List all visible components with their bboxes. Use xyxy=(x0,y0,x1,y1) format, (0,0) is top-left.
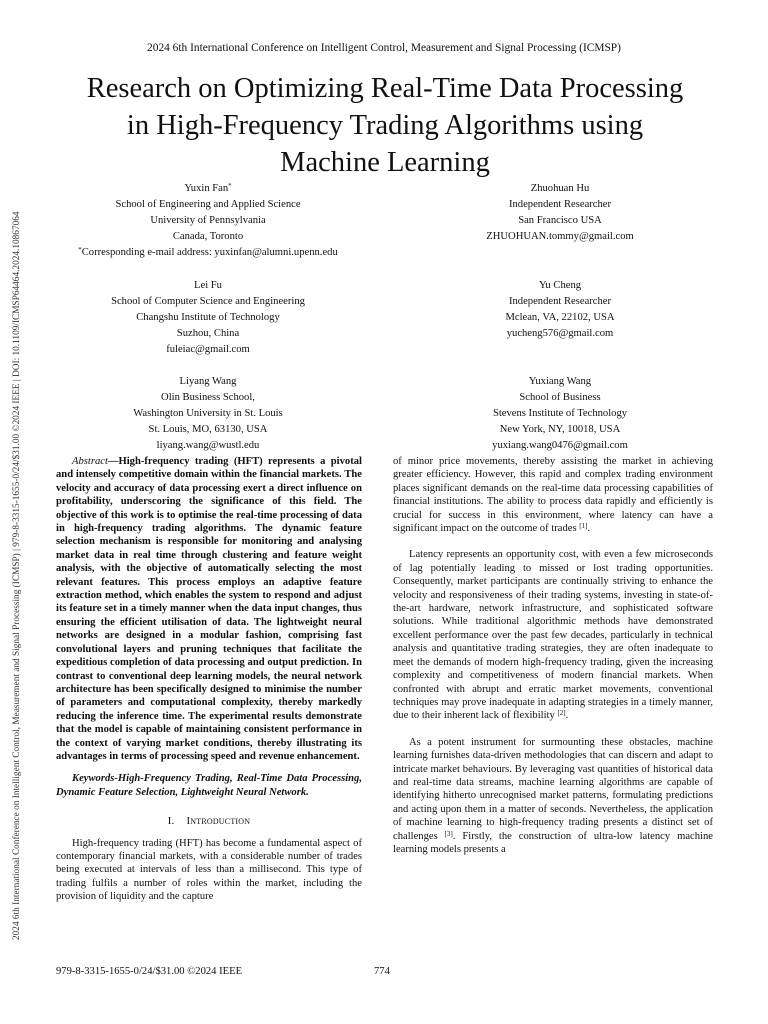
author-location: San Francisco USA xyxy=(518,215,602,226)
author-affiliation: School of Computer Science and Engineering xyxy=(111,296,305,307)
paper-title xyxy=(40,70,730,181)
body-paragraph xyxy=(393,455,713,535)
author-name: Yu Cheng xyxy=(538,280,582,291)
abstract-lead: Abstract xyxy=(72,456,108,467)
section-number: I. xyxy=(167,815,175,828)
left-column xyxy=(56,455,362,904)
author-location: Suzhou, China xyxy=(176,328,240,339)
author-name: Yuxin Fan xyxy=(184,183,229,194)
paragraph-text: As a potent instrument for surmounting these obstacles, machine learning furnishes data-driven methodologies that can discern and adapt to intricate market behaviours. By leveraging vast quantities of historical data and real-time data streams, machine learning algorithms are capable of identifying hitherto unrecognised market patterns, formulating predictions and acting upon them in a matter of seconds. Nevertheless, the application of machine learning to high-frequency trading presents a distinct set of challenges xyxy=(393,736,713,842)
right-column xyxy=(393,455,713,856)
author-email: fuleiac@gmail.com xyxy=(166,344,250,355)
author-name: Liyang Wang xyxy=(179,376,237,387)
page-number: 774 xyxy=(374,966,390,977)
abstract-dash: — xyxy=(107,456,119,467)
author-block xyxy=(390,374,730,454)
author-location: New York, NY, 10018, USA xyxy=(499,424,621,435)
citation: [1] xyxy=(579,522,588,531)
author-block xyxy=(38,278,378,358)
author-block xyxy=(390,278,730,342)
author-email: ZHUOHUAN.tommy@gmail.com xyxy=(486,231,634,242)
paragraph-text: Latency represents an opportunity cost, with even a few microseconds of lag potentially leading to missed or lost trading opportunities. Consequently, market participants are continually striving to enhance the velocity and responsiveness of their trading systems, investing in state-of-the-art hardware, network infrastructure, and sophisticated software solutions. While traditional algorithmic methods have demonstrated excellent performance over the past few decades, particularly in technical analysis and quantitative trading strategies, they are often inadequate to meet the demands of modern high-frequency trading, given the increasing complexity and competitiveness of modern financial markets. When confronted with abrupt and erratic market movements, conventional techniques may prove inadequate in adapting strategies in a timely manner, due to their inherent lack of flexibility xyxy=(393,549,713,722)
author-affiliation: University of Pennsylvania xyxy=(150,215,266,226)
author-affiliation: Independent Researcher xyxy=(508,296,612,307)
author-affiliation: School of Engineering and Applied Science xyxy=(115,199,301,210)
author-email: liyang.wang@wustl.edu xyxy=(156,440,260,451)
section-heading xyxy=(56,815,362,828)
author-location: Canada, Toronto xyxy=(172,231,244,242)
author-affiliation: Washington University in St. Louis xyxy=(133,408,283,419)
corresponding-note: Corresponding e-mail address: yuxinfan@alumni.upenn.edu xyxy=(81,247,338,258)
abstract xyxy=(56,455,362,763)
author-block xyxy=(38,374,378,454)
paragraph-text: of minor price movements, thereby assisting the market in achieving greater efficiency. However, this rapid and complex trading environment places significant demands on the real-time data processing capabilities of financial institutions. The ability to process data rapidly and efficiently is crucial for success in this environment, where latency can have a significant impact on the outcome of trades xyxy=(393,456,713,535)
title-line: Research on Optimizing Real-Time Data Processing xyxy=(86,73,684,104)
author-name: Yuxiang Wang xyxy=(528,376,592,387)
author-affiliation: Olin Business School, xyxy=(161,392,255,403)
body-paragraph xyxy=(393,548,713,722)
author-affiliation: School of Business xyxy=(519,392,601,403)
author-block xyxy=(38,181,378,261)
author-location: Mclean, VA, 22102, USA xyxy=(505,312,615,323)
author-affiliation: Independent Researcher xyxy=(508,199,612,210)
citation: [2] xyxy=(557,709,566,718)
author-affiliation: Stevens Institute of Technology xyxy=(492,408,628,419)
abstract-text: High-frequency trading (HFT) represents a pivotal and intensely competitive domain within the financial markets. The velocity and accuracy of data processing exert a direct influence on profitability, underscoring the significance of this field. The objective of this work is to optimise the real-time processing of data in high-frequency trading algorithms. The dynamic feature selection mechanism is responsible for monitoring and analysing market data in real time through clustering and feature weight analysis, with the objective of automatically selecting the most relevant features. This process employs an adaptive feature extraction method, which enables the system to respond and adjust its feature set in a timely manner when the data input changes, thus ensuring the efficient utilisation of data. The lightweight neural networks are designed in a modular fashion, comprising fast convolutional layers and pruning techniques that facilitate the expeditious completion of data processing and output prediction. In contrast to conventional deep learning models, the neural network architecture has been specifically designed to minimise the number of parameters and computational complexity, thereby markedly reducing the inference time. The experimental results demonstrate that the model is capable of maintaining consistent performance in the context of varying market conditions, thereby illustrating its advantages in terms of processing speed and revenue enhancement. xyxy=(56,456,362,762)
citation: [3] xyxy=(444,829,453,838)
corresponding-mark: * xyxy=(228,182,232,190)
paragraph-text-tail: . xyxy=(587,523,591,535)
section-title: Introduction xyxy=(186,815,251,828)
author-email: yuxiang.wang0476@gmail.com xyxy=(492,440,628,451)
side-margin-note xyxy=(12,100,26,940)
author-affiliation: Changshu Institute of Technology xyxy=(136,312,280,323)
corresponding-mark: * xyxy=(78,246,82,254)
author-location: St. Louis, MO, 63130, USA xyxy=(148,424,268,435)
intro-paragraph: High-frequency trading (HFT) has become a fundamental aspect of contemporary financial markets, with a considerable number of trades being executed at intervals of less than a millisecond. This type of trading fulfils a number of roles within the market, including the provision of liquidity and the capture xyxy=(56,837,362,903)
title-line: Machine Learning xyxy=(280,147,490,178)
keywords: Keywords-High-Frequency Trading, Real-Time Data Processing, Dynamic Feature Selection, Lightweight Neural Network. xyxy=(56,773,362,798)
body-paragraph xyxy=(393,736,713,857)
side-note-text: 2024 6th International Conference on Intelligent Control, Measurement and Signal Processing (ICMSP) | 979-8-3315-1655-0/24/$31.00 ©2024 IEEE | DOI: 10.1109/ICMSP64464.2024.10867064 xyxy=(12,211,22,940)
title-line: in High-Frequency Trading Algorithms using xyxy=(126,110,644,141)
paragraph-text-tail: . xyxy=(565,710,569,722)
paragraph-text-tail: . Firstly, the construction of ultra-low latency machine learning models presents a xyxy=(393,830,713,855)
conference-header: 2024 6th International Conference on Intelligent Control, Measurement and Signal Processing (ICMSP) xyxy=(147,42,621,54)
author-email: yucheng576@gmail.com xyxy=(506,328,614,339)
author-name: Lei Fu xyxy=(194,280,222,291)
footer-copyright: 979-8-3315-1655-0/24/$31.00 ©2024 IEEE xyxy=(56,966,243,977)
author-name: Zhuohuan Hu xyxy=(530,183,590,194)
author-block xyxy=(390,181,730,245)
